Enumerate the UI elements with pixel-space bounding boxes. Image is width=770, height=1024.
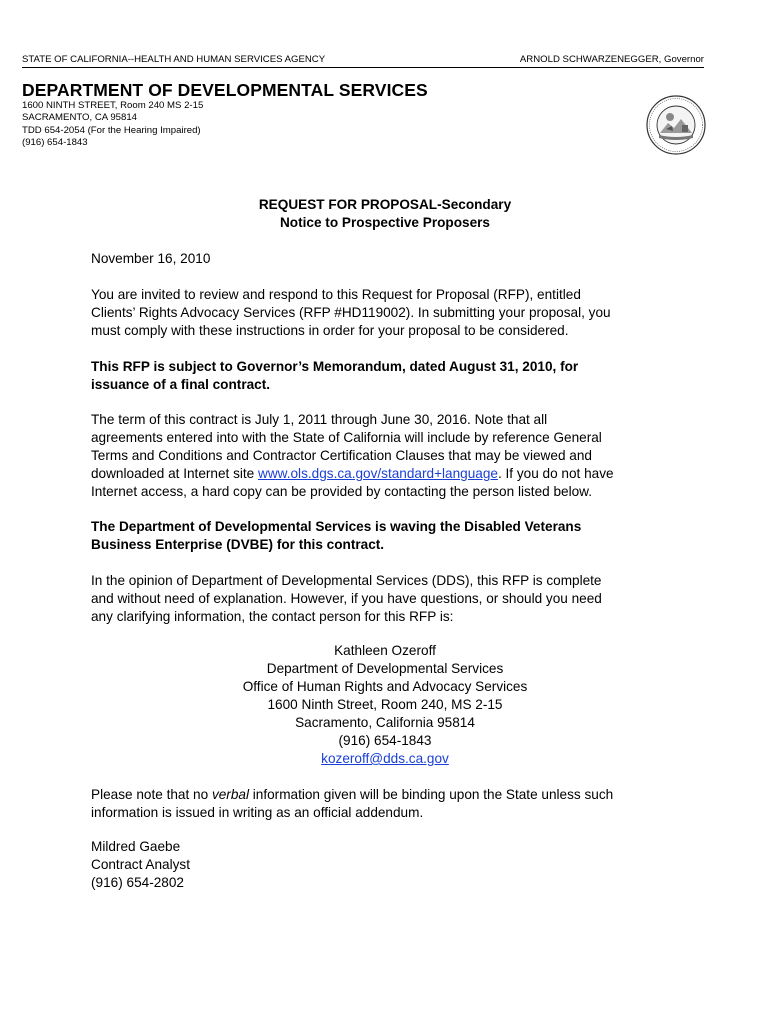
address-line: 1600 NINTH STREET, Room 240 MS 2-15 — [22, 100, 204, 111]
paragraph-line — [91, 465, 691, 483]
standard-language-link[interactable]: www.ols.dgs.ca.gov/standard+language — [258, 466, 498, 481]
contact-office: Office of Human Rights and Advocacy Services — [242, 679, 528, 694]
signoff-name: Mildred Gaebe — [91, 839, 181, 854]
contact-street: 1600 Ninth Street, Room 240, MS 2-15 — [267, 697, 503, 712]
paragraph-line: and without need of explanation. However, if you have questions, or should you need — [91, 591, 602, 606]
paragraph-line: issuance of a final contract. — [91, 377, 271, 392]
paragraph-line: Internet access, a hard copy can be provided by contacting the person listed below. — [91, 484, 593, 499]
paragraph-line: In the opinion of Department of Developmental Services (DDS), this RFP is complete — [91, 573, 602, 588]
contact-name: Kathleen Ozeroff — [334, 643, 436, 658]
state-seal-icon — [646, 95, 706, 155]
address-line: SACRAMENTO, CA 95814 — [22, 112, 137, 124]
paragraph-line: agreements entered into with the State of California will include by reference General — [91, 430, 602, 445]
department-address — [22, 100, 203, 150]
paragraph-line: must comply with these instructions in order for your proposal to be considered. — [91, 323, 569, 338]
dvbe-waiver-notice — [91, 518, 691, 554]
paragraph-line: Terms and Conditions and Contractor Certification Clauses that may be viewed and — [91, 448, 592, 463]
paragraph-line: The term of this contract is July 1, 2011 through June 30, 2016. Note that all — [91, 412, 548, 427]
contact-intro-paragraph — [91, 572, 691, 626]
text-segment: downloaded at Internet site — [91, 466, 259, 481]
signoff-phone: (916) 654-2802 — [91, 875, 184, 890]
agency-name: STATE OF CALIFORNIA--HEALTH AND HUMAN SERVICES AGENCY — [22, 54, 326, 65]
governor-memorandum-notice — [91, 358, 691, 394]
contact-department: Department of Developmental Services — [266, 661, 504, 676]
paragraph-line: You are invited to review and respond to this Request for Proposal (RFP), entitled — [91, 287, 581, 302]
rfp-heading-line: Notice to Prospective Proposers — [279, 215, 490, 230]
rfp-heading-line: REQUEST FOR PROPOSAL-Secondary — [258, 197, 512, 212]
rfp-heading — [0, 196, 770, 232]
contact-phone: (916) 654-1843 — [338, 733, 432, 748]
contract-term-paragraph — [91, 411, 691, 501]
signoff-block — [91, 838, 190, 892]
contact-city: Sacramento, California 95814 — [295, 715, 475, 730]
paragraph-line: Business Enterprise (DVBE) for this contract. — [91, 537, 385, 552]
address-line: (916) 654-1843 — [22, 137, 88, 149]
paragraph-line: information is issued in writing as an official addendum. — [91, 805, 424, 820]
governor-name: ARNOLD SCHWARZENEGGER, Governor — [519, 54, 704, 65]
emphasis-text: verbal — [211, 787, 249, 802]
text-segment: . If you do not have — [497, 466, 614, 481]
paragraph-line — [91, 786, 691, 804]
address-line: TDD 654-2054 (For the Hearing Impaired) — [22, 124, 201, 136]
text-segment: information given will be binding upon the State unless such — [248, 787, 614, 802]
paragraph-line: Clients’ Rights Advocacy Services (RFP #HD119002). In submitting your proposal, you — [91, 305, 611, 320]
contact-block — [0, 642, 770, 768]
paragraph-line: This RFP is subject to Governor’s Memorandum, dated August 31, 2010, for — [91, 359, 579, 374]
invitation-paragraph — [91, 286, 691, 340]
department-title: DEPARTMENT OF DEVELOPMENTAL SERVICES — [22, 80, 428, 100]
letter-date: November 16, 2010 — [91, 251, 211, 266]
signoff-title: Contract Analyst — [91, 857, 190, 872]
verbal-information-paragraph — [91, 786, 691, 822]
text-segment: Please note that no — [91, 787, 212, 802]
contact-email-link[interactable]: kozeroff@dds.ca.gov — [321, 751, 449, 766]
paragraph-line: any clarifying information, the contact person for this RFP is: — [91, 609, 454, 624]
agency-header-bar — [22, 54, 704, 68]
paragraph-line: The Department of Developmental Services is waving the Disabled Veterans — [91, 519, 582, 534]
